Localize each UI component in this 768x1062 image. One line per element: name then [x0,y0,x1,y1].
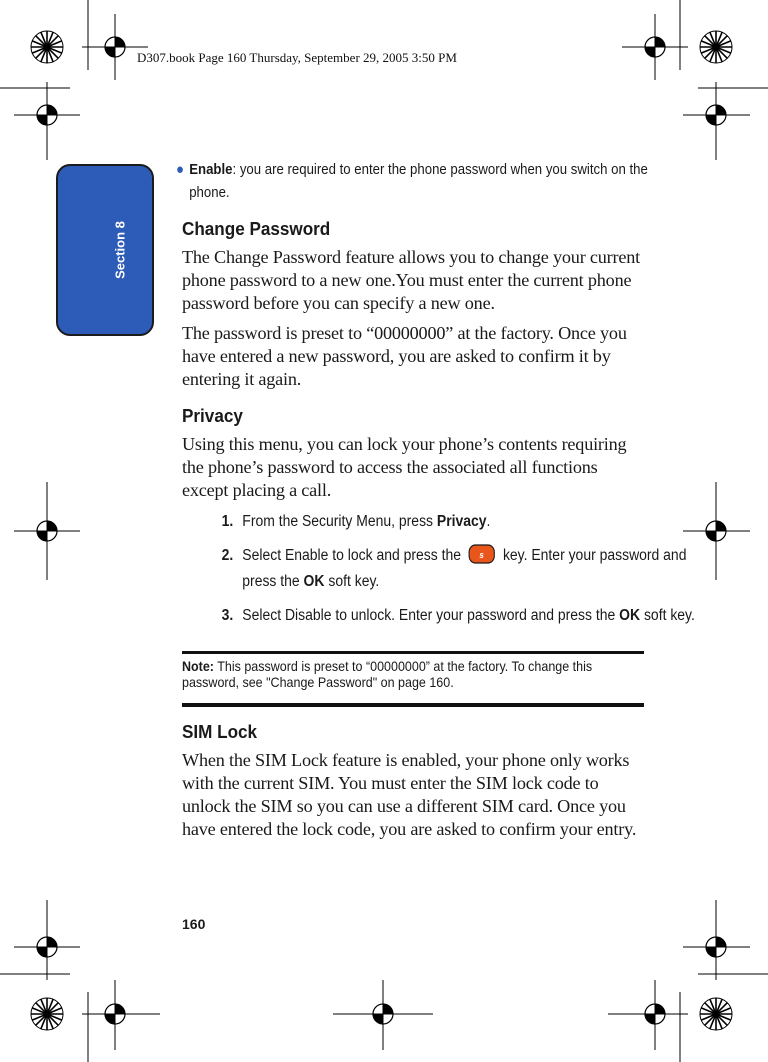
bullet-enable [132,158,651,204]
privacy-para: Using this menu, you can lock your phone’s contents requiring the phone’s password to access the associated all functions except placing a call. [182,434,627,500]
page-number: 160 [182,916,206,932]
print-slug: D307.book Page 160 Thursday, September 29, 2005 3:50 PM [137,50,457,65]
soft-key-icon [468,544,495,564]
change-password-para-1: The Change Password feature allows you to change your current phone password to a new one.You must enter the current phone password before you can specify a new one. [182,247,641,313]
step-2: 2. Select Enable to lock and press the s key. Enter your password and press the OK soft key. [182,543,701,595]
note-text [182,659,644,691]
svg-text:s: s [479,549,485,561]
bullet-dot-icon: ● [176,161,184,178]
step-number: 1. [221,513,234,530]
note-label: Note: [182,659,214,674]
step-number: 2. [221,547,234,564]
step-3: 3. Select Disable to unlock. Enter your password and press the OK soft key. [182,603,701,629]
ok-key-label: OK [303,573,325,590]
heading-change-password: Change Password [182,219,331,239]
note-box [182,651,644,707]
privacy-steps [182,509,695,629]
heading-sim-lock: SIM Lock [182,722,258,742]
change-password-para-2: The password is preset to “00000000” at the factory. Once you have entered a new password, you are asked to confirm it by entering it again. [182,323,627,389]
step-number: 3. [221,607,234,624]
section-tab-label: Section 8 [112,221,128,279]
sim-lock-para: When the SIM Lock feature is enabled, your phone only works with the current SIM. You must enter the SIM lock code to unlock the SIM so you can use a different SIM card. Once you have entered the lock code, you are asked to confirm your entry. [182,750,637,839]
bullet-term: Enable [189,161,233,178]
step-1: 1. From the Security Menu, press Privacy. [182,509,701,535]
menu-name: Privacy [436,513,487,530]
bullet-text: : you are required to enter the phone password when you switch on the phone. [189,161,648,201]
heading-privacy: Privacy [182,406,243,426]
page-content [176,158,695,848]
note-body: This password is preset to “00000000” at the factory. To change this password, see "Change Password" on page 160. [182,659,593,690]
ok-key-label: OK [619,607,641,624]
